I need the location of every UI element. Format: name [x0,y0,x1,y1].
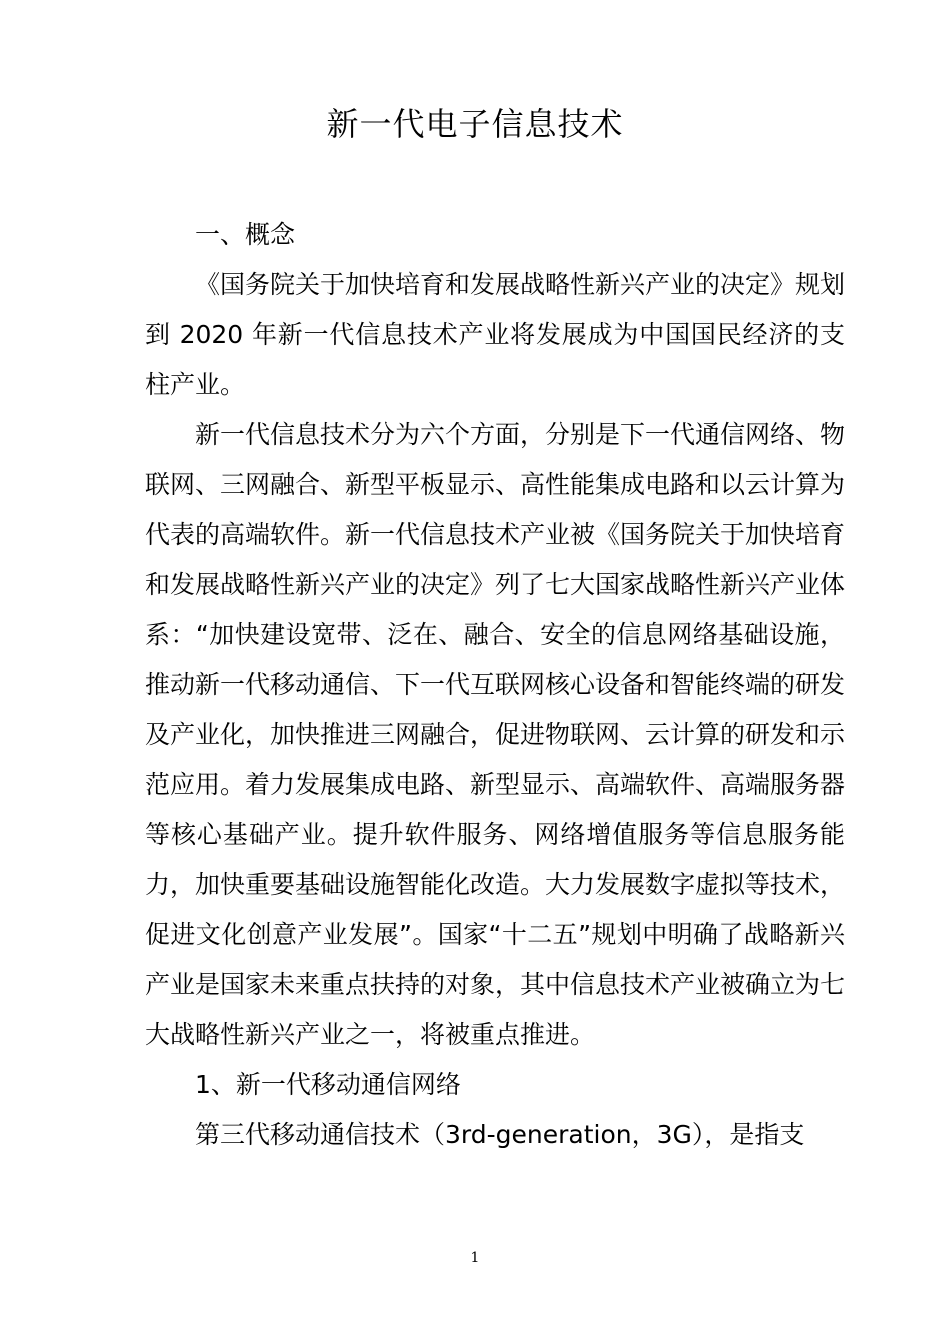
paragraph-plan-2020: 《国务院关于加快培育和发展战略性新兴产业的决定》规划到 2020 年新一代信息技术产业将发展成为中国国民经济的支柱产业。 [145,270,846,399]
paragraph-3g: 第三代移动通信技术（3rd-generation，3G），是指支 [195,1120,805,1149]
section-heading-mobile-network: 1、新一代移动通信网络 [195,1070,461,1099]
page-number: 1 [470,1250,480,1266]
paragraph-six-aspects: 新一代信息技术分为六个方面，分别是下一代通信网络、物联网、三网融合、新型平板显示、高性能集成电路和以云计算为代表的高端软件。新一代信息技术产业被《国务院关于加快培育和发展战略性新兴产业的决定》列了七大国家战略性新兴产业体系：“加快建设宽带、泛在、融合、安全的信息网络基础设施，推动新一代移动通信、下一代互联网核心设备和智能终端的研发及产业化，加快推进三网融合，促进物联网、云计算的研发和示范应用。着力发展集成电路、新型显示、高端软件、高端服务器等核心基础产业。提升软件服务、网络增值服务等信息服务能力，加快重要基础设施智能化改造。大力发展数字虚拟等技术，促进文化创意产业发展”。国家“十二五”规划中明确了战略新兴产业是国家未来重点扶持的对象，其中信息技术产业被确立为七大战略性新兴产业之一，将被重点推进。 [145,420,846,1049]
document-body [145,210,845,1160]
section-heading-concept: 一、概念 [195,220,296,249]
document-title: 新一代电子信息技术 [326,105,624,143]
